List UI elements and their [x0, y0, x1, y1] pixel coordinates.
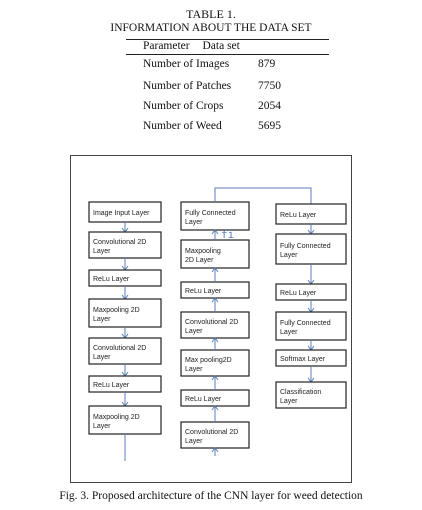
col3-layer-5-label: Softmax Layer — [280, 356, 326, 363]
figure-frame — [70, 155, 352, 483]
header-parameter: Parameter — [143, 40, 190, 52]
row-parameter: Number of Images — [143, 58, 230, 70]
col1-layer-3-label: ReLu Layer — [93, 276, 130, 283]
table-caption-title: INFORMATION ABOUT THE DATA SET — [110, 22, 312, 34]
col2-layer-3-label: ReLu Layer — [185, 288, 222, 295]
figure-caption: Fig. 3. Proposed architecture of the CNN layer for weed detection — [59, 490, 363, 502]
row-parameter: Number of Weed — [143, 120, 222, 132]
col2-layer-6-label: ReLu Layer — [185, 396, 222, 403]
col2-layer-5-label: Max pooling2D Layer — [185, 357, 232, 373]
col2-layer-4-label: Convolutional 2D Layer — [185, 319, 239, 335]
table-header — [143, 40, 250, 52]
stray-glyph: fi — [221, 228, 235, 241]
col2-layer-1-label: Fully Connected Layer — [185, 210, 236, 226]
row-value: 7750 — [258, 80, 281, 92]
col1-layer-7-label: Maxpooling 2D Layer — [93, 414, 140, 430]
col1-layer-4-label: Maxpooling 2D Layer — [93, 307, 140, 323]
col3-layer-1-label: ReLu Layer — [280, 212, 317, 219]
col2-layer-2-label: Maxpooling 2D Layer — [185, 248, 221, 264]
col2-layer-7-label: Convolutional 2D Layer — [185, 429, 239, 445]
col3-layer-6-label: Classification Layer — [280, 389, 322, 405]
header-dataset: Data set — [202, 40, 240, 52]
table-row — [143, 58, 323, 70]
table-row — [143, 120, 323, 132]
table-header-rule — [126, 54, 329, 55]
col1-layer-6-label: ReLu Layer — [93, 382, 130, 389]
col1-layer-1-label: Image Input Layer — [93, 210, 150, 217]
col3-layer-2-label: Fully Connected Layer — [280, 243, 331, 259]
table-caption-number: TABLE 1. — [186, 7, 236, 21]
col3-layer-3-label: ReLu Layer — [280, 290, 317, 297]
col1-layer-5-label: Convolutional 2D Layer — [93, 345, 147, 361]
col3-layer-4-label: Fully Connected Layer — [280, 320, 331, 336]
row-value: 879 — [258, 58, 276, 70]
table-row — [143, 100, 323, 112]
table-row — [143, 80, 323, 92]
row-parameter: Number of Patches — [143, 80, 232, 92]
cnn-architecture-diagram — [71, 156, 351, 482]
row-value: 5695 — [258, 120, 281, 132]
row-value: 2054 — [258, 100, 281, 112]
row-parameter: Number of Crops — [143, 100, 224, 112]
col1-layer-2-label: Convolutional 2D Layer — [93, 239, 147, 255]
